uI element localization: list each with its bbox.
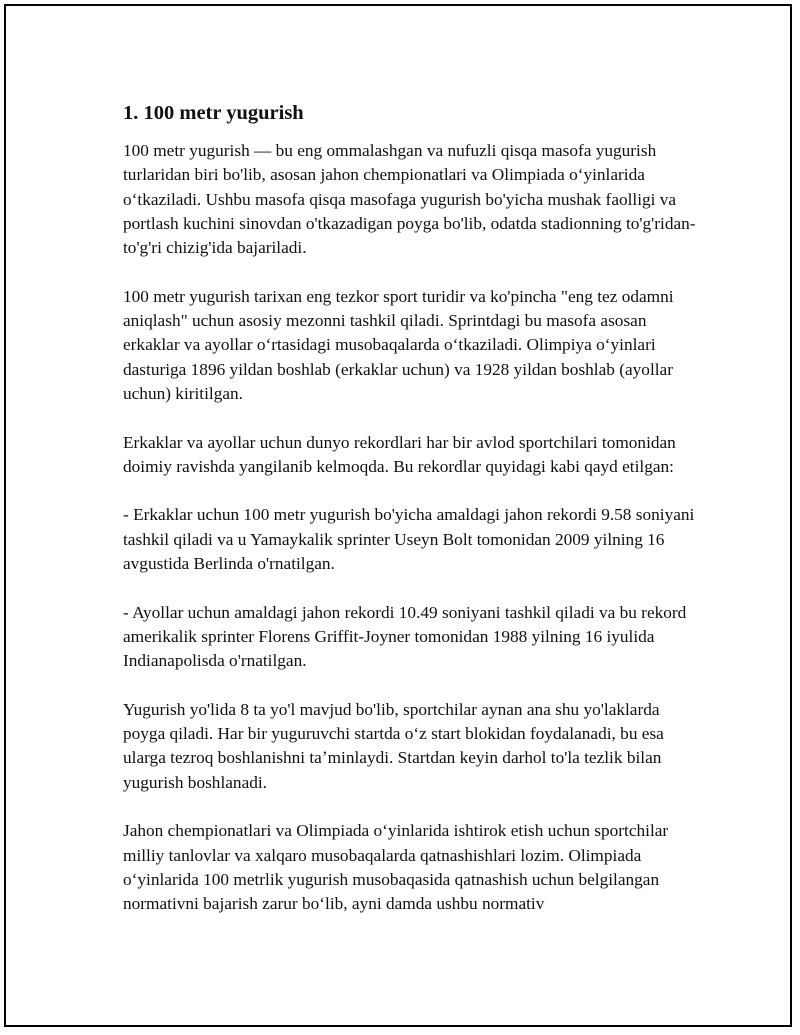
paragraph-qualification: Jahon chempionatlari va Olimpiada oʻyinlarida ishtirok etish uchun sportchilar milliy tanlovlar va xalqaro musobaqalarda qatnashishlari lozim. Olimpiada oʻyinlarida 100 metrlik yugurish musobaqasida qatnashish uchun belgilangan normativni bajarish zarur boʻlib, ayni damda ushbu normativ — [123, 821, 669, 914]
document-body — [123, 100, 698, 917]
paragraph-women-record: - Ayollar uchun amaldagi jahon rekordi 10.49 soniyani tashkil qiladi va bu rekord amerikalik sprinter Florens Griffit-Joyner tomonidan 1988 yilning 16 iyulida Indianapolisda o'rnatilgan. — [123, 602, 687, 671]
paragraph-intro: 100 metr yugurish — bu eng ommalashgan va nufuzli qisqa masofa yugurish turlaridan biri bo'lib, asosan jahon chempionatlari va Olimpiada oʻyinlarida oʻtkaziladi. Ushbu masofa qisqa masofaga yugurish bo'yicha mushak faolligi va portlash kuchini sinovdan o'tkazadigan poyga bo'lib, odatda stadionning to'g'ridan-to'g'ri chizig'ida bajariladi. — [123, 141, 696, 258]
page-title: 1. 100 metr yugurish — [123, 102, 304, 124]
paragraph-men-record: - Erkaklar uchun 100 metr yugurish bo'yicha amaldagi jahon rekordi 9.58 soniyani tashkil qiladi va u Yamaykalik sprinter Useyn Bolt tomonidan 2009 yilning 16 avgustida Berlinda o'rnatilgan. — [123, 505, 695, 574]
paragraph-history: 100 metr yugurish tarixan eng tezkor sport turidir va ko'pincha "eng tez odamni aniqlash" uchun asosiy mezonni tashkil qiladi. Sprintdagi bu masofa asosan erkaklar va ayollar oʻrtasidagi musobaqalarda oʻtkaziladi. Olimpiya oʻyinlari dasturiga 1896 yildan boshlab (erkaklar uchun) va 1928 yildan boshlab (ayollar uchun) kiritilgan. — [123, 286, 674, 403]
paragraph-lanes: Yugurish yo'lida 8 ta yo'l mavjud bo'lib, sportchilar aynan ana shu yo'laklarda poyga qiladi. Har bir yuguruvchi startda oʻz start blokidan foydalanadi, bu esa ularga tezroq boshlanishni taʼminlaydi. Startdan keyin darhol to'la tezlik bilan yugurish boshlanadi. — [123, 699, 664, 792]
paragraph-records-intro: Erkaklar va ayollar uchun dunyo rekordlari har bir avlod sportchilari tomonidan doimiy ravishda yangilanib kelmoqda. Bu rekordlar quyidagi kabi qayd etilgan: — [123, 432, 676, 476]
page-border — [4, 4, 792, 1027]
